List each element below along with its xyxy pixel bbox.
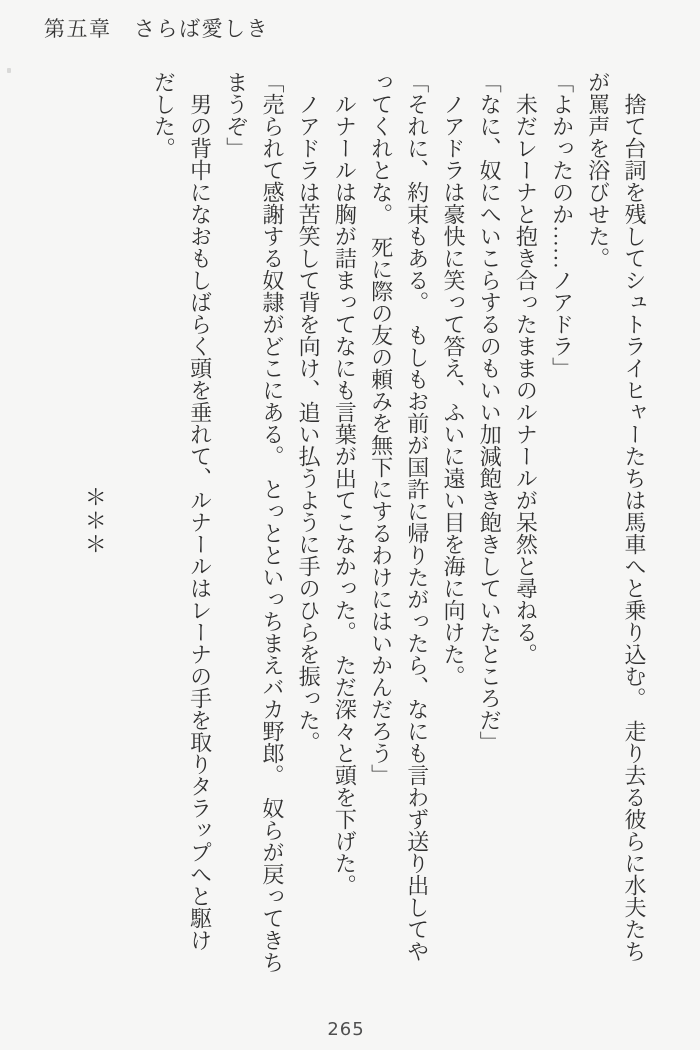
body-text (145, 71, 652, 1021)
scene-separator: ＊＊＊ (82, 486, 108, 557)
text-column: が罵声を浴びせた。 (585, 71, 611, 269)
text-column: ノアドラは豪快に笑って答え、ふいに遠い目を海に向けた。 (440, 71, 466, 687)
text-column: 未だレーナと抱き合ったままのルナールが呆然と尋ねる。 (513, 71, 539, 665)
page-number: 265 (327, 1019, 365, 1040)
text-column: 「よかったのか……ノアドラ」 (549, 71, 575, 379)
chapter-header: 第五章 さらば愛しき (44, 17, 269, 41)
text-column: ノアドラは苦笑して背を向け、追い払うように手のひらを振った。 (296, 71, 322, 753)
text-column: ルナールは胸が詰まってなにも言葉が出てこなかった。 ただ深々と頭を下げた。 (332, 71, 358, 896)
scan-artifact-dot (7, 68, 11, 73)
text-column: 捨て台詞を残してシュトライヒャーたちは馬車へと乗り込む。 走り去る彼らに水夫たち (622, 71, 647, 962)
text-column: 男の背中になおもしばらく頭を垂れて、ルナールはレーナの手を取りタラップへと駆け (187, 71, 213, 951)
text-column: 「売られて感謝する奴隷がどこにある。 とっとといっちまえバカ野郎。 奴らが戻ってきち (259, 71, 285, 973)
text-column: 「それに、約束もある。 もしもお前が国許に帰りたがったら、なにも言わず送り出してや (404, 71, 430, 962)
text-column: だした。 (151, 71, 177, 159)
text-column: 「なに、奴にへいこらするのもいい加減飽き飽きしていたところだ」 (477, 71, 503, 753)
text-column: ってくれとな。 死に際の友の頼みを無下にするわけにはいかんだろう」 (368, 71, 394, 786)
text-column: まうぞ」 (223, 71, 249, 159)
